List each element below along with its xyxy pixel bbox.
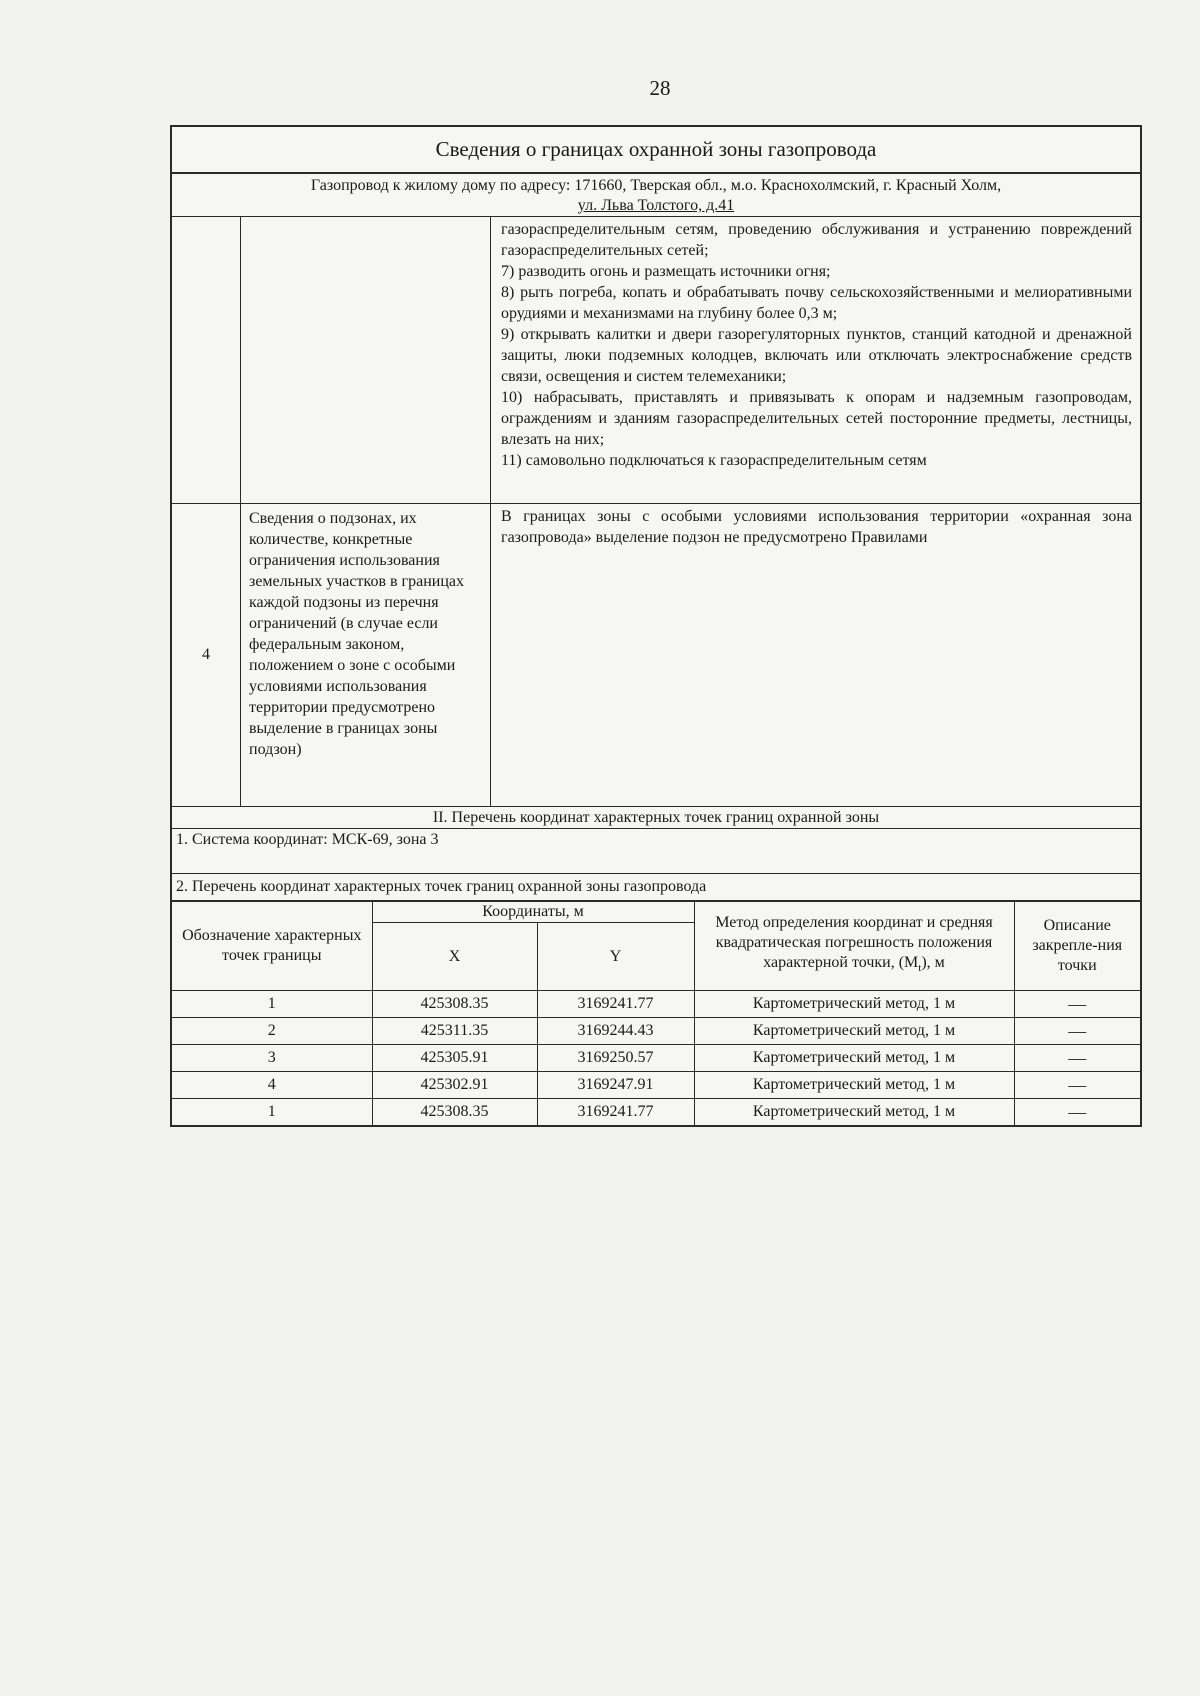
coordinate-system: 1. Система координат: МСК-69, зона 3 xyxy=(176,831,439,848)
cell-method: Картометрический метод, 1 м xyxy=(694,1018,1014,1045)
cell-x: 425305.91 xyxy=(372,1045,537,1072)
restriction-item: 8) рыть погреба, копать и обрабатывать почву сельскохозяйственными и мелиоративными орудиями и механизмами на глубину более 0,3 м; xyxy=(501,284,1132,322)
header-point: Обозначение характерных точек границы xyxy=(172,902,372,991)
restriction-item: 9) открывать калитки и двери газорегуляторных пунктов, станций катодной и дренажной защиты, люки подземных колодцев, включать или отключать электроснабжение средств связи, освещения и систем телемеханики; xyxy=(501,326,1132,385)
cell-y: 3169241.77 xyxy=(537,991,694,1018)
coordinates-table xyxy=(172,901,1140,1125)
restriction-item: 11) самовольно подключаться к газораспределительным сетям xyxy=(501,452,927,469)
cell-method: Картометрический метод, 1 м xyxy=(694,1045,1014,1072)
cell-y: 3169250.57 xyxy=(537,1045,694,1072)
cell-y: 3169244.43 xyxy=(537,1018,694,1045)
table-row xyxy=(172,1099,1140,1126)
restriction-item: 10) набрасывать, приставлять и привязывать к опорам и надземным газопроводам, ограждениям и зданиям газораспределительных сетей посторонние предметы, лестницы, влезать на них; xyxy=(501,389,1132,448)
restrictions-continued-row xyxy=(172,217,1140,504)
cell-method: Картометрический метод, 1 м xyxy=(694,1099,1014,1126)
header-y: Y xyxy=(537,923,694,991)
table-row xyxy=(172,1072,1140,1099)
cell-description: — xyxy=(1014,991,1140,1018)
cell-description: — xyxy=(1014,1099,1140,1126)
subzones-text: В границах зоны с особыми условиями использования территории «охранная зона газопровода» выделение подзон не предусмотрено Правилами xyxy=(501,508,1132,546)
document-table xyxy=(170,125,1142,1127)
restrictions-text xyxy=(491,217,1140,503)
restriction-item: 7) разводить огонь и размещать источники огня; xyxy=(501,263,831,280)
header-coordinates: Координаты, м xyxy=(372,902,694,923)
cell-point: 1 xyxy=(172,1099,372,1126)
header-x: X xyxy=(372,923,537,991)
header-method: Метод определения координат и средняя квадратическая погрешность положения характерной точки, $(M_t)$, м xyxy=(694,902,1014,991)
cell-method: Картометрический метод, 1 м xyxy=(694,991,1014,1018)
row-number: 4 xyxy=(172,504,241,806)
table-row xyxy=(172,1018,1140,1045)
section-2-title: II. Перечень координат характерных точек границ охранной зоны xyxy=(172,807,1140,829)
coordinate-list-title: 2. Перечень координат характерных точек границ охранной зоны газопровода xyxy=(172,873,1140,901)
table-row xyxy=(172,1045,1140,1072)
cell-x: 425302.91 xyxy=(372,1072,537,1099)
cell-description: — xyxy=(1014,1045,1140,1072)
cell-point: 4 xyxy=(172,1072,372,1099)
restriction-item: газораспределительным сетям, проведению обслуживания и устранению повреждений газораспределительных сетей; xyxy=(501,221,1132,259)
row-label-cell xyxy=(241,217,491,503)
subzones-label: Сведения о подзонах, их количестве, конкретные ограничения использования земельных участков в границах каждой подзоны из перечня ограничений (в случае если федеральным законом, положением о зоне с особыми условиями использования территории предусмотрено выделение в границах зоны подзон) xyxy=(241,504,491,806)
cell-y: 3169241.77 xyxy=(537,1099,694,1126)
cell-point: 3 xyxy=(172,1045,372,1072)
table-row xyxy=(172,991,1140,1018)
cell-point: 1 xyxy=(172,991,372,1018)
document-title: Сведения о границах охранной зоны газопровода xyxy=(172,127,1140,174)
object-address xyxy=(172,174,1140,217)
cell-description: — xyxy=(1014,1018,1140,1045)
cell-method: Картометрический метод, 1 м xyxy=(694,1072,1014,1099)
address-line-1: Газопровод к жилому дому по адресу: 171660, Тверская обл., м.о. Краснохолмский, г. Красный Холм, xyxy=(310,177,1002,194)
cell-x: 425311.35 xyxy=(372,1018,537,1045)
cell-x: 425308.35 xyxy=(372,1099,537,1126)
row-number-cell xyxy=(172,217,241,503)
address-line-2: ул. Льва Толстого, д.41 xyxy=(577,197,735,214)
cell-x: 425308.35 xyxy=(372,991,537,1018)
page-number: 28 xyxy=(649,76,671,100)
cell-point: 2 xyxy=(172,1018,372,1045)
header-description: Описание закрепле-ния точки xyxy=(1014,902,1140,991)
cell-description: — xyxy=(1014,1072,1140,1099)
subzones-row xyxy=(172,504,1140,807)
cell-y: 3169247.91 xyxy=(537,1072,694,1099)
